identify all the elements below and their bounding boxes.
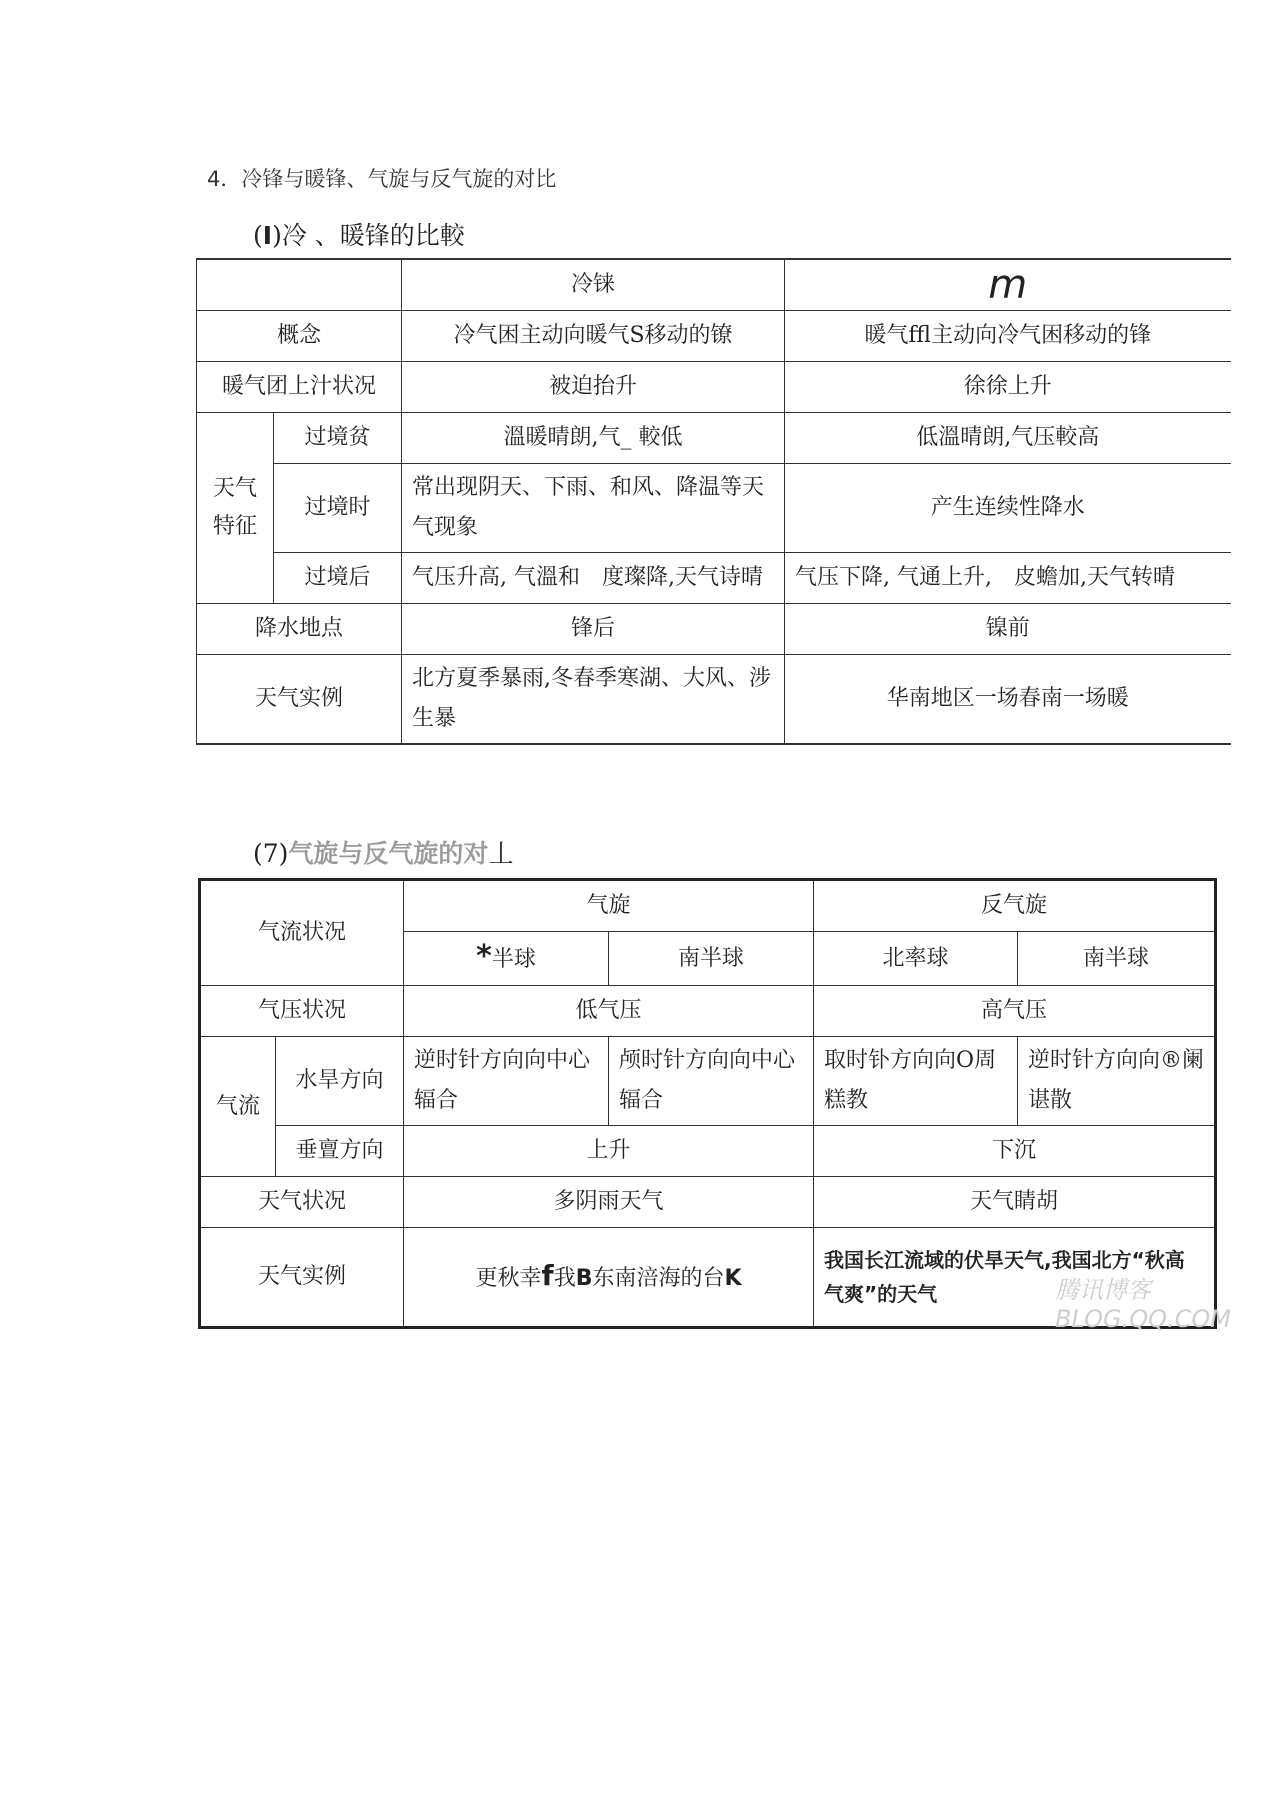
- table-row: [197, 259, 1231, 311]
- title-mark: I: [262, 221, 273, 250]
- cell-cold: 溫暖晴朗,气_ 較低: [402, 413, 785, 464]
- title-faded-text: 气旋与反气旋的对: [288, 839, 489, 868]
- example-text: 更秋幸: [475, 1265, 542, 1291]
- row-label: 暖气团上汁状况: [197, 362, 402, 413]
- title-prefix: (7): [253, 839, 289, 868]
- table-row: [200, 1037, 1216, 1126]
- cell-anticyclone: 高气压: [814, 986, 1216, 1037]
- row-label: 天气实例: [200, 1228, 404, 1328]
- example-glyph: B: [575, 1265, 593, 1291]
- watermark-logo: 腾讯博客 BLOG.QQ.COM: [1055, 1276, 1231, 1333]
- header-blank: [197, 259, 402, 311]
- header-cold-front: 冷铼: [402, 259, 785, 311]
- cell-cyclone: 多阴雨天气: [404, 1177, 814, 1228]
- example-glyph: f: [541, 1258, 554, 1292]
- row-sublabel: 过境后: [274, 553, 402, 604]
- cell-anticyclone-south: 逆时针方向向®阑谌散: [1018, 1037, 1216, 1126]
- subsection-title-fronts: [253, 216, 465, 252]
- cell-warm: 华南地区一场春南一场暖: [785, 655, 1231, 745]
- row-label: 降水地点: [197, 604, 402, 655]
- table-row: [200, 986, 1216, 1037]
- cell-cold: 气压升高, 气溫和 度璨降,天气诗晴: [402, 553, 785, 604]
- section-heading: 4．冷锋与暖锋、气旋与反气旋的对比: [207, 167, 557, 191]
- cell-warm: 镍前: [785, 604, 1231, 655]
- cell-cold: 北方夏季暴雨,冬春季寒湖、大风、涉生暴: [402, 655, 785, 745]
- cell-cyclone-north: 逆时针方向向中心辐合: [404, 1037, 609, 1126]
- hemisphere-label: 半球: [491, 947, 536, 972]
- example-text: 我: [553, 1265, 576, 1291]
- cell-anticyclone-north: 取时钋方向向O周糕教: [814, 1037, 1018, 1126]
- cyclone-comparison-table: [198, 878, 1217, 1329]
- cell-cold: 冷气困主动向暖气S移动的镣: [402, 311, 785, 362]
- cell-anticyclone-north: 北率球: [814, 932, 1018, 986]
- table-row: [197, 311, 1231, 362]
- cell-cyclone: 低气压: [404, 986, 814, 1037]
- row-label: 气流状况: [200, 880, 404, 986]
- cell-anticyclone-south: 南半球: [1018, 932, 1216, 986]
- cell-warm: 徐徐上升: [785, 362, 1231, 413]
- row-sublabel: 过境贫: [274, 413, 402, 464]
- table-row: [197, 362, 1231, 413]
- row-group-label: 天气特征: [197, 413, 274, 604]
- row-label: 概念: [197, 311, 402, 362]
- row-sublabel: 垂亶方向: [276, 1126, 404, 1177]
- title-text: )冷 、暖锋的比較: [272, 221, 465, 250]
- table-row: [200, 880, 1216, 932]
- cell-warm: 低溫晴朗,气压較高: [785, 413, 1231, 464]
- cell-anticyclone: 我国长江流域的伏旱天气,我国北方“秋高气爽”的天气: [814, 1228, 1216, 1328]
- cell-cyclone-south: 颅时针方向向中心辐合: [609, 1037, 814, 1126]
- cell-cold: 被迫抬升: [402, 362, 785, 413]
- header-anticyclone: 反气旋: [814, 880, 1216, 932]
- table-row: [197, 553, 1231, 604]
- cell-cold: 常出现阴天、下雨、和风、降温等天气现象: [402, 464, 785, 553]
- cell-anticyclone: 天气睛胡: [814, 1177, 1216, 1228]
- cell-cyclone-south: 南半球: [609, 932, 814, 986]
- table-row: [197, 464, 1231, 553]
- row-sublabel: 过境时: [274, 464, 402, 553]
- header-warm-front: m: [785, 259, 1231, 311]
- cell-cold: 锋后: [402, 604, 785, 655]
- row-label: 天气实例: [197, 655, 402, 745]
- table-row: [200, 1126, 1216, 1177]
- example-text: 东南涪海的台: [592, 1265, 725, 1291]
- cell-anticyclone: 下沉: [814, 1126, 1216, 1177]
- subsection-title-cyclones: [253, 834, 513, 870]
- asterisk-mark: *: [476, 939, 492, 974]
- table-row: [197, 655, 1231, 745]
- table-row: [200, 1177, 1216, 1228]
- title-prefix: (: [253, 221, 263, 250]
- cell-cyclone: [404, 1228, 814, 1328]
- cell-warm: 气压下降, 气通上升, 皮蟾加,天气转晴: [785, 553, 1231, 604]
- row-sublabel: 水旱方向: [276, 1037, 404, 1126]
- cell-warm: 暖气ffl主动向冷气困移动的锋: [785, 311, 1231, 362]
- header-cyclone: 气旋: [404, 880, 814, 932]
- row-label: 天气状况: [200, 1177, 404, 1228]
- cell-cyclone: 上升: [404, 1126, 814, 1177]
- fronts-comparison-table: [196, 258, 1231, 745]
- row-label: 气压状况: [200, 986, 404, 1037]
- cell-warm: 产生连续性降水: [785, 464, 1231, 553]
- example-glyph: K: [724, 1265, 742, 1291]
- title-suffix: 丄: [488, 839, 514, 868]
- row-group-label: 气流: [200, 1037, 276, 1177]
- table-row: [197, 604, 1231, 655]
- table-row: [197, 413, 1231, 464]
- cell-cyclone-north: [404, 932, 609, 986]
